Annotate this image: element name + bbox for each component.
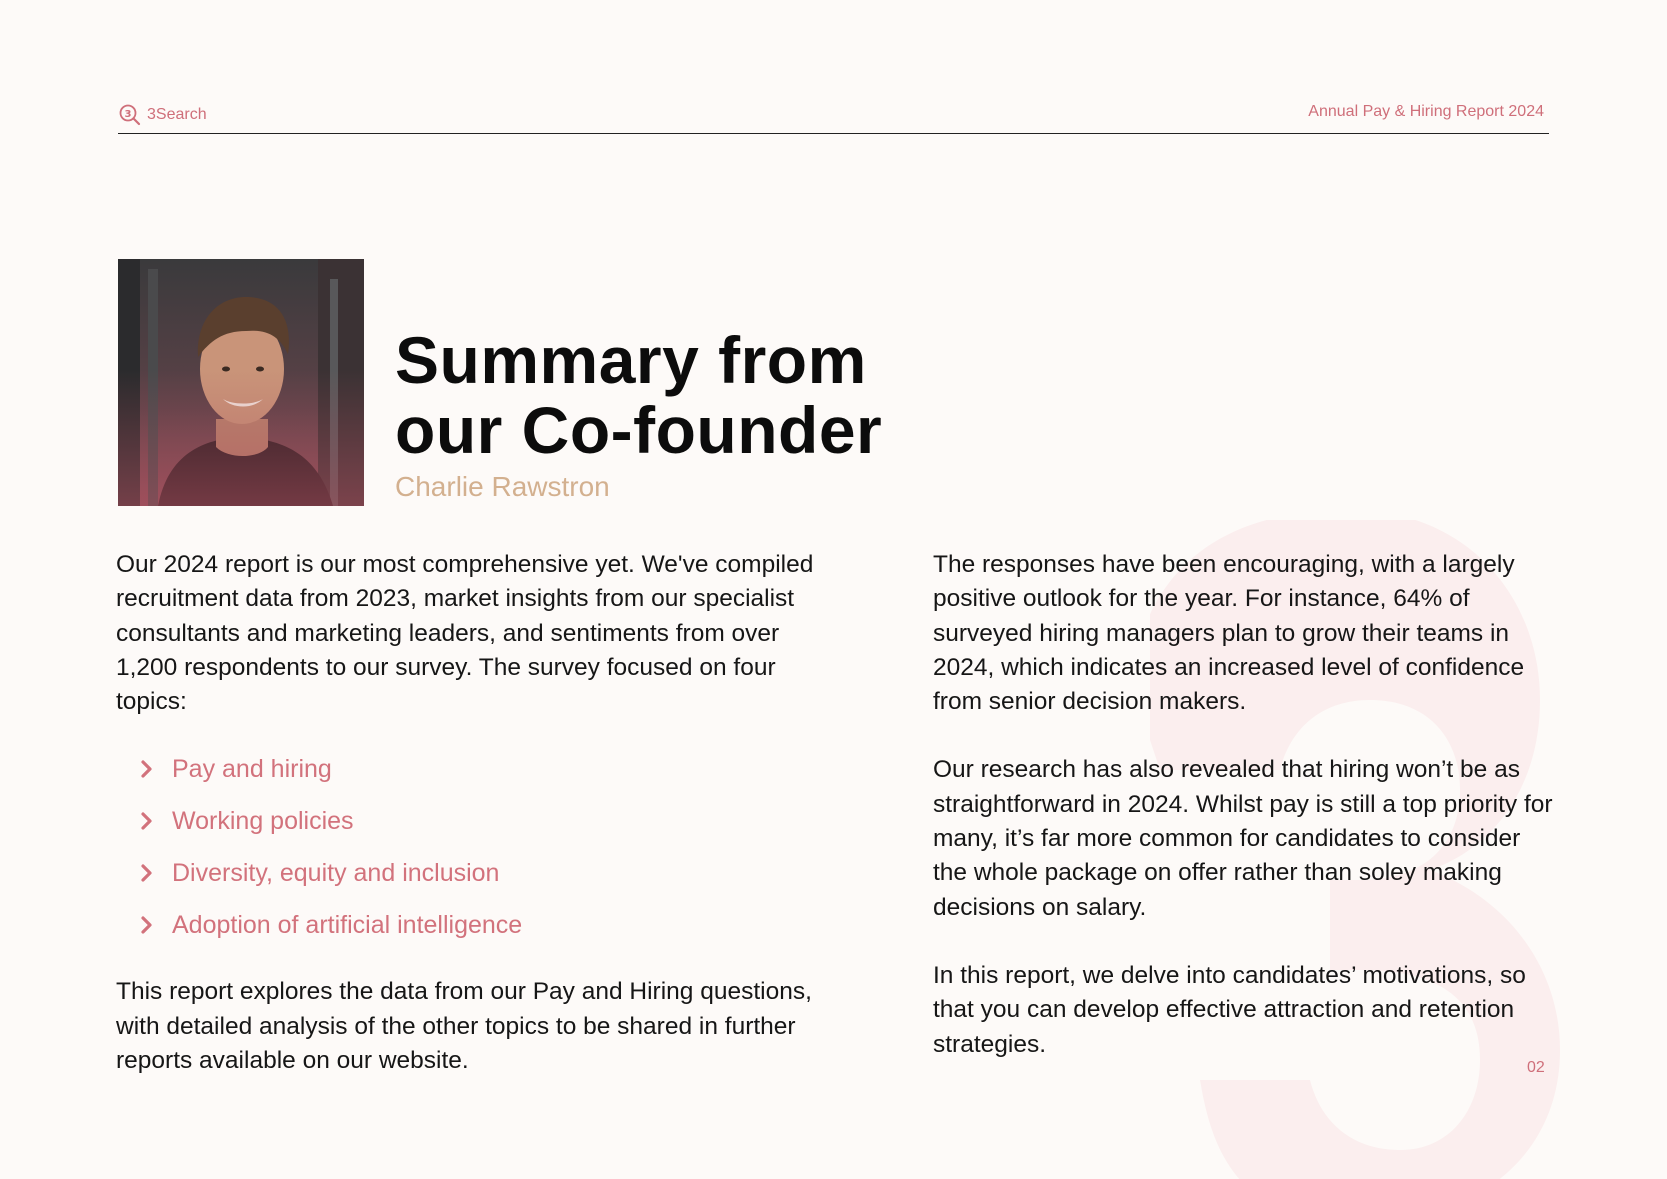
- topic-item: [140, 899, 836, 951]
- report-title: Annual Pay & Hiring Report 2024: [1308, 103, 1544, 120]
- motivations-paragraph: In this report, we delve into candidates’ motivations, so that you can develop effective attraction and retention strategies.: [933, 961, 1526, 1058]
- topics-list: [140, 743, 836, 951]
- topic-label: Diversity, equity and inclusion: [172, 859, 500, 888]
- topic-item: [140, 743, 836, 795]
- author-name: Charlie Rawstron: [395, 471, 610, 502]
- page-title: [395, 325, 882, 465]
- chevron-right-icon: [140, 812, 172, 830]
- magnifier-3-icon: [118, 103, 142, 127]
- topic-label: Working policies: [172, 807, 354, 836]
- topic-label: Pay and hiring: [172, 755, 332, 784]
- left-column: [116, 548, 836, 1078]
- topic-label: Adoption of artificial intelligence: [172, 911, 523, 940]
- intro-paragraph: Our 2024 report is our most comprehensive yet. We've compiled recruitment data from 2023, market insights from our specialist consultants and marketing leaders, and sentiments from over 1,200 respondents to our survey. The survey focused on four topics:: [116, 551, 814, 716]
- page-header: [118, 99, 1549, 134]
- title-line-1: Summary from: [395, 323, 867, 397]
- cofounder-photo: [118, 259, 364, 506]
- closing-paragraph: This report explores the data from our Pay and Hiring questions, with detailed analysis of the other topics to be shared in further reports available on our website.: [116, 978, 812, 1075]
- svg-text:3: 3: [124, 109, 132, 120]
- brand-logo: [118, 103, 207, 127]
- title-line-2: our Co-founder: [395, 393, 883, 467]
- chevron-right-icon: [140, 864, 172, 882]
- outlook-paragraph: The responses have been encouraging, with a largely positive outlook for the year. For instance, 64% of surveyed hiring managers plan to grow their teams in 2024, which indicates an increased level of confidence from senior decision makers.: [933, 551, 1525, 716]
- page-number: 02: [1527, 1059, 1545, 1076]
- chevron-right-icon: [140, 916, 172, 934]
- research-paragraph: Our research has also revealed that hiring won’t be as straightforward in 2024. Whilst pay is still a top priority for many, it’s far more common for candidates to consider the whole package on offer rather than soley making decisions on salary.: [933, 756, 1553, 921]
- right-column: [933, 548, 1553, 1062]
- chevron-right-icon: [140, 760, 172, 778]
- brand-name: 3Search: [147, 106, 207, 123]
- topic-item: [140, 847, 836, 899]
- topic-item: [140, 795, 836, 847]
